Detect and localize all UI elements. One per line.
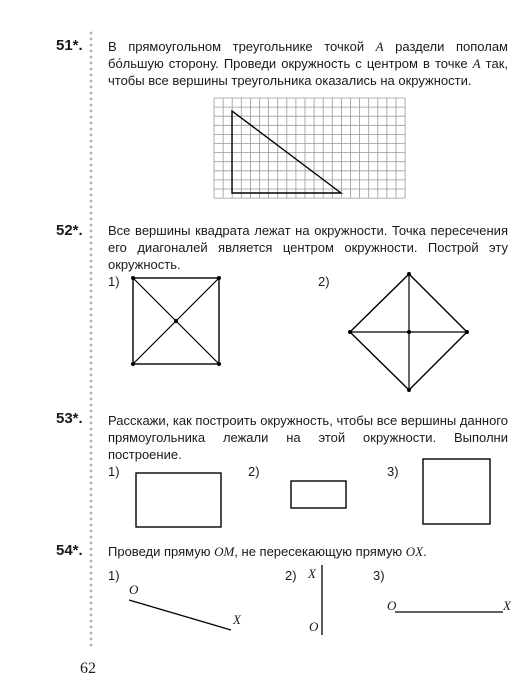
fig2-point-x: X [308,566,316,581]
task-52-label-2: 2) [318,274,330,289]
task-52-number: 52*. [56,222,83,239]
task-54-label-1: 1) [108,568,120,583]
ray-ox-1 [127,598,237,632]
rectangle-2 [290,480,348,510]
fig1-point-o: O [129,582,139,597]
task-51-number: 51*. [56,37,83,54]
task-53-text: Расскажи, как построить окружность, чтобы все вершины данного прямоугольника лежали на этой окружности. Выполни построение. [108,413,508,462]
task-52-label-1: 1) [108,274,120,289]
task-52-text: Все вершины квадрата лежат на окружности. Точка пересечения его диагоналей является центром окружности. Построй эту окружность. [108,223,508,272]
task-53-number: 53*. [56,410,83,427]
fig3-point-o: O [387,598,397,613]
fig3-point-x: X [503,598,511,613]
task-51-grid-triangle [214,98,408,202]
fig2-point-o: O [309,619,319,634]
dotted-margin-line [89,30,93,648]
task-54-number: 54*. [56,542,83,559]
task-53-label-1: 1) [108,464,120,479]
page-number: 62 [80,660,96,677]
task-53-label-3: 3) [387,464,399,479]
task-54-text: Проведи прямую OM, не пересекающую прямую OX. [108,544,427,559]
task-54-label-3: 3) [373,568,385,583]
square-with-diagonals [130,275,222,367]
rectangle-1 [135,472,223,528]
task-51-text: В прямоугольном треугольнике точкой A раздели пополам бо́льшую сторону. Проведи окружность с центром в точке A так, чтобы все вершины треугольника оказались на окружности. [108,39,508,88]
fig1-point-x: X [233,612,241,627]
rectangle-3 [422,458,492,526]
ray-ox-3 [395,610,505,614]
ray-ox-2 [320,565,324,637]
rotated-square-with-diagonals [345,271,471,393]
task-54-label-2: 2) [285,568,297,583]
task-53-label-2: 2) [248,464,260,479]
